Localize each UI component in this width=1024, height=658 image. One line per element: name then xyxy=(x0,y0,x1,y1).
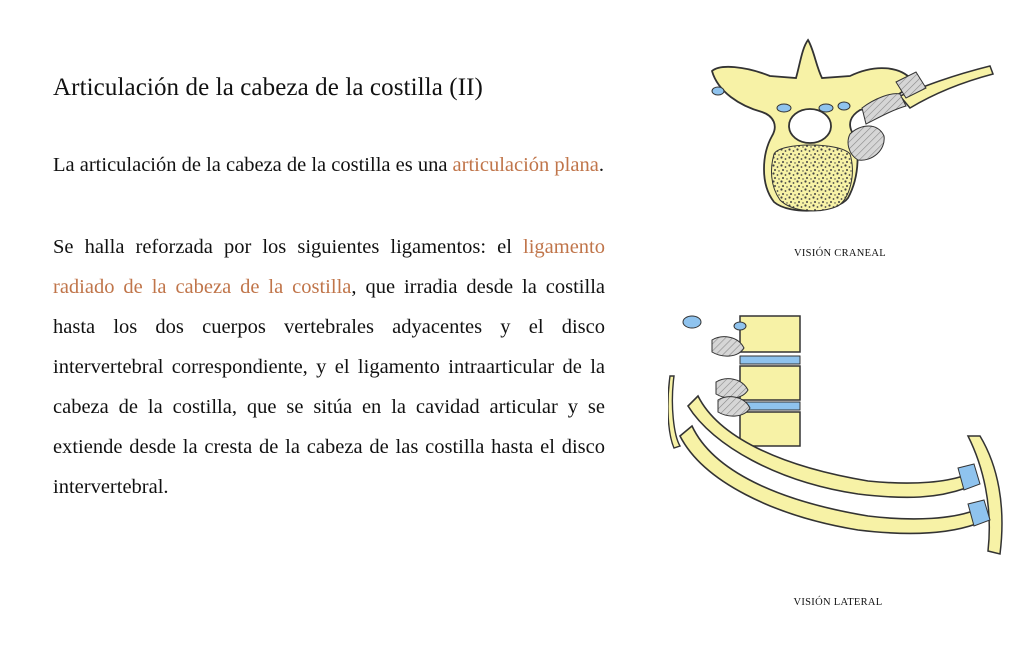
term-articulacion-plana: articulación plana xyxy=(452,154,599,176)
radiate-ligament-cranial xyxy=(848,126,884,160)
ribs-lateral xyxy=(668,376,976,533)
paragraph1-text-after: . xyxy=(598,154,604,176)
lateral-view-caption: VISIÓN LATERAL xyxy=(793,597,883,608)
text-column xyxy=(53,64,605,507)
costal-facet-left xyxy=(712,87,724,95)
cranial-view-illustration xyxy=(700,36,1000,222)
articular-facet-right xyxy=(819,104,833,112)
term-ligamento-radiado: ligamento radiado de la cabeza de la costilla xyxy=(53,236,605,298)
vertebral-column xyxy=(740,316,800,446)
lateral-view-illustration xyxy=(668,296,1014,568)
paragraph2-text-before: Se halla reforzada por los siguientes ligamentos: el xyxy=(53,236,524,258)
sternum-lateral xyxy=(968,436,1002,554)
paragraph-joint-type xyxy=(53,145,605,185)
vertebral-foramen xyxy=(789,109,831,143)
costal-facet-right xyxy=(838,102,850,110)
page-title: Articulación de la cabeza de la costilla (II) xyxy=(53,74,483,101)
paragraph-ligaments xyxy=(53,227,605,507)
paragraph2-text-after: , que irradia desde la costilla hasta los dos cuerpos vertebrales adyacentes y el disco intervertebral correspondiente, y el ligamento intraarticular de la cabeza de la costilla, que se sitúa en la cavidad articular y se extiende desde la cresta de la cabeza de las costilla hasta el disco intervertebral. xyxy=(53,276,605,498)
paragraph1-text-before: La articulación de la cabeza de la costilla es una xyxy=(53,154,453,176)
cranial-view-caption: VISIÓN CRANEAL xyxy=(794,248,886,259)
articular-facet-left xyxy=(777,104,791,112)
vertebral-body-spongy-bone xyxy=(772,145,853,211)
costovertebral-facets-lateral xyxy=(683,316,746,330)
